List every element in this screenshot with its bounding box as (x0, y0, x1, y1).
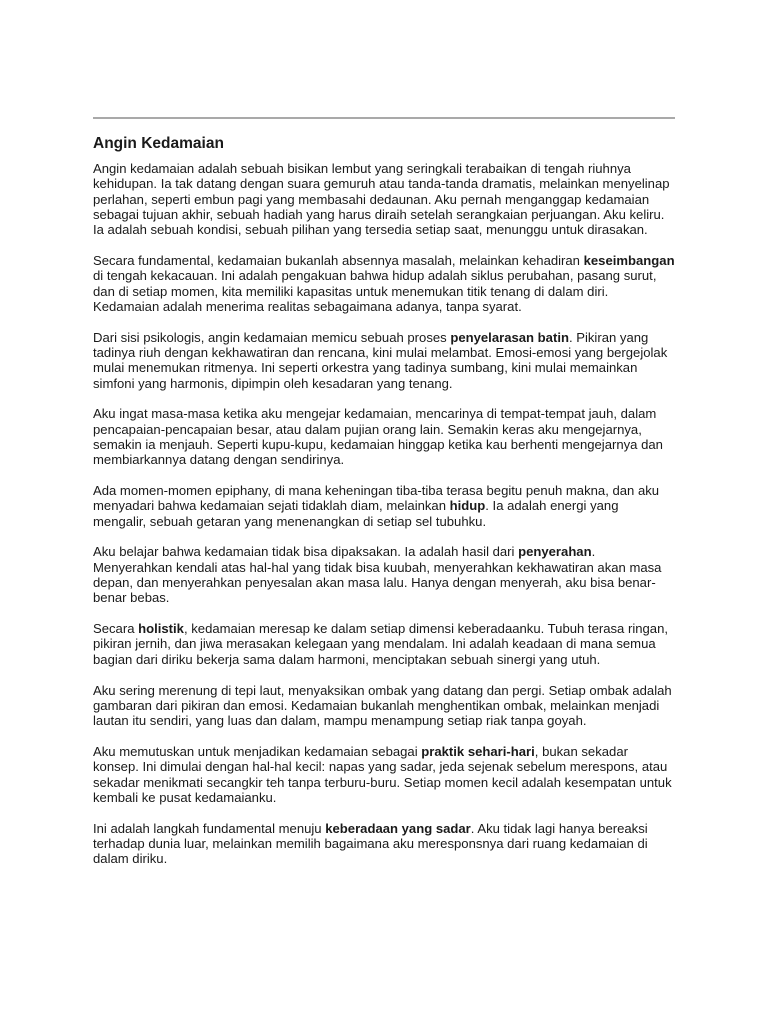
paragraph-text: Secara fundamental, kedamaian bukanlah absennya masalah, melainkan kehadiran (93, 252, 584, 268)
body-paragraph (93, 744, 675, 805)
paragraph-text: Angin kedamaian adalah sebuah bisikan lembut yang seringkali terabaikan di tengah riuhnya kehidupan. Ia tak datang dengan suara gemuruh atau tanda-tanda dramatis, melainkan menyelinap perlahan, seperti embun pagi yang membasahi dedaunan. Aku pernah menganggap kedamaian sebagai tujuan akhir, sebuah hadiah yang harus diraih setelah serangkaian perjuangan. Aku keliru. Ia adalah sebuah kondisi, sebuah pilihan yang tersedia setiap saat, menunggu untuk dirasakan. (93, 161, 670, 238)
emphasized-text: keseimbangan (583, 252, 675, 268)
paragraph-text: . Pikiran yang tadinya riuh dengan kekhawatiran dan rencana, kini mulai melambat. Emosi-emosi yang bergejolak mulai menemukan ritmenya. Ini seperti orkestra yang tadinya sumbang, kini mulai memainkan simfoni yang harmonis, dipimpin oleh kesadaran yang tenang. (93, 329, 668, 391)
paragraph-text: , kedamaian meresap ke dalam setiap dimensi keberadaanku. Tubuh terasa ringan, pikiran jernih, dan jiwa merasakan kelegaan yang mendalam. Ini adalah keadaan di mana semua bagian dari diriku bekerja sama dalam harmoni, menciptakan sebuah sinergi yang utuh. (93, 621, 668, 667)
emphasized-text: penyerahan (518, 544, 592, 560)
body-paragraph (93, 330, 675, 391)
paragraph-text: Aku ingat masa-masa ketika aku mengejar kedamaian, mencarinya di tempat-tempat jauh, dalam pencapaian-pencapaian besar, atau dalam pujian orang lain. Semakin keras aku mengejarnya, semakin ia menjauh. Seperti kupu-kupu, kedamaian hinggap ketika kau berhenti mengejarnya dan membiarkannya datang dengan sendirinya. (93, 406, 663, 468)
document-body (93, 161, 675, 882)
paragraph-text: . Ia adalah energi yang mengalir, sebuah getaran yang menenangkan di setiap sel tubuhku. (93, 498, 619, 529)
paragraph-text: Aku belajar bahwa kedamaian tidak bisa dipaksakan. Ia adalah hasil dari (93, 544, 519, 560)
paragraph-text: . Menyerahkan kendali atas hal-hal yang tidak bisa kuubah, menyerahkan kekhawatiran akan masa depan, dan menyerahkan penyesalan akan masa lalu. Hanya dengan menyerah, aku bisa benar-benar bebas. (93, 544, 662, 606)
body-paragraph (93, 544, 675, 605)
emphasized-text: hidup (449, 498, 486, 514)
body-paragraph (93, 621, 675, 667)
paragraph-text: . Aku tidak lagi hanya bereaksi terhadap dunia luar, melainkan memilih bagaimana aku meresponsnya dari ruang kedamaian di dalam diriku. (93, 820, 648, 867)
emphasized-text: penyelarasan batin (450, 329, 569, 345)
body-paragraph (93, 253, 675, 314)
body-paragraph (93, 683, 675, 729)
paragraph-text: Aku memutuskan untuk menjadikan kedamaian sebagai (93, 743, 422, 759)
paragraph-text: Ini adalah langkah fundamental menuju (93, 820, 326, 836)
emphasized-text: holistik (138, 621, 184, 637)
paragraph-text: di tengah kekacauan. Ini adalah pengakuan bahwa hidup adalah siklus perubahan, pasang surut, dan di setiap momen, kita memiliki kapasitas untuk menemukan titik tenang di dalam diri. Kedamaian adalah menerima realitas sebagaimana adanya, tanpa syarat. (93, 268, 657, 314)
body-paragraph (93, 821, 675, 867)
document-title: Angin Kedamaian (93, 135, 224, 152)
emphasized-text: keberadaan yang sadar (325, 820, 471, 836)
paragraph-text: Aku sering merenung di tepi laut, menyaksikan ombak yang datang dan pergi. Setiap ombak adalah gambaran dari pikiran dan emosi. Kedamaian bukanlah menghentikan ombak, melainkan menjadi lautan itu sendiri, yang luas dan dalam, mampu menampung setiap riak tanpa goyah. (93, 682, 672, 729)
horizontal-divider (93, 117, 675, 119)
paragraph-text: , bukan sekadar konsep. Ini dimulai dengan hal-hal kecil: napas yang sadar, jeda sejenak sebelum merespons, atau sekadar menikmati secangkir teh tanpa terburu-buru. Setiap momen kecil adalah kesempatan untuk kembali ke pusat kedamaianku. (93, 743, 672, 805)
body-paragraph (93, 161, 675, 237)
paragraph-text: Secara (93, 621, 139, 637)
emphasized-text: praktik sehari-hari (421, 743, 535, 759)
body-paragraph (93, 406, 675, 467)
body-paragraph (93, 483, 675, 529)
paragraph-text: Ada momen-momen epiphany, di mana keheningan tiba-tiba terasa begitu penuh makna, dan aku menyadari bahwa kedamaian sejati tidaklah diam, melainkan (93, 483, 660, 514)
paragraph-text: Dari sisi psikologis, angin kedamaian memicu sebuah proses (93, 329, 451, 345)
